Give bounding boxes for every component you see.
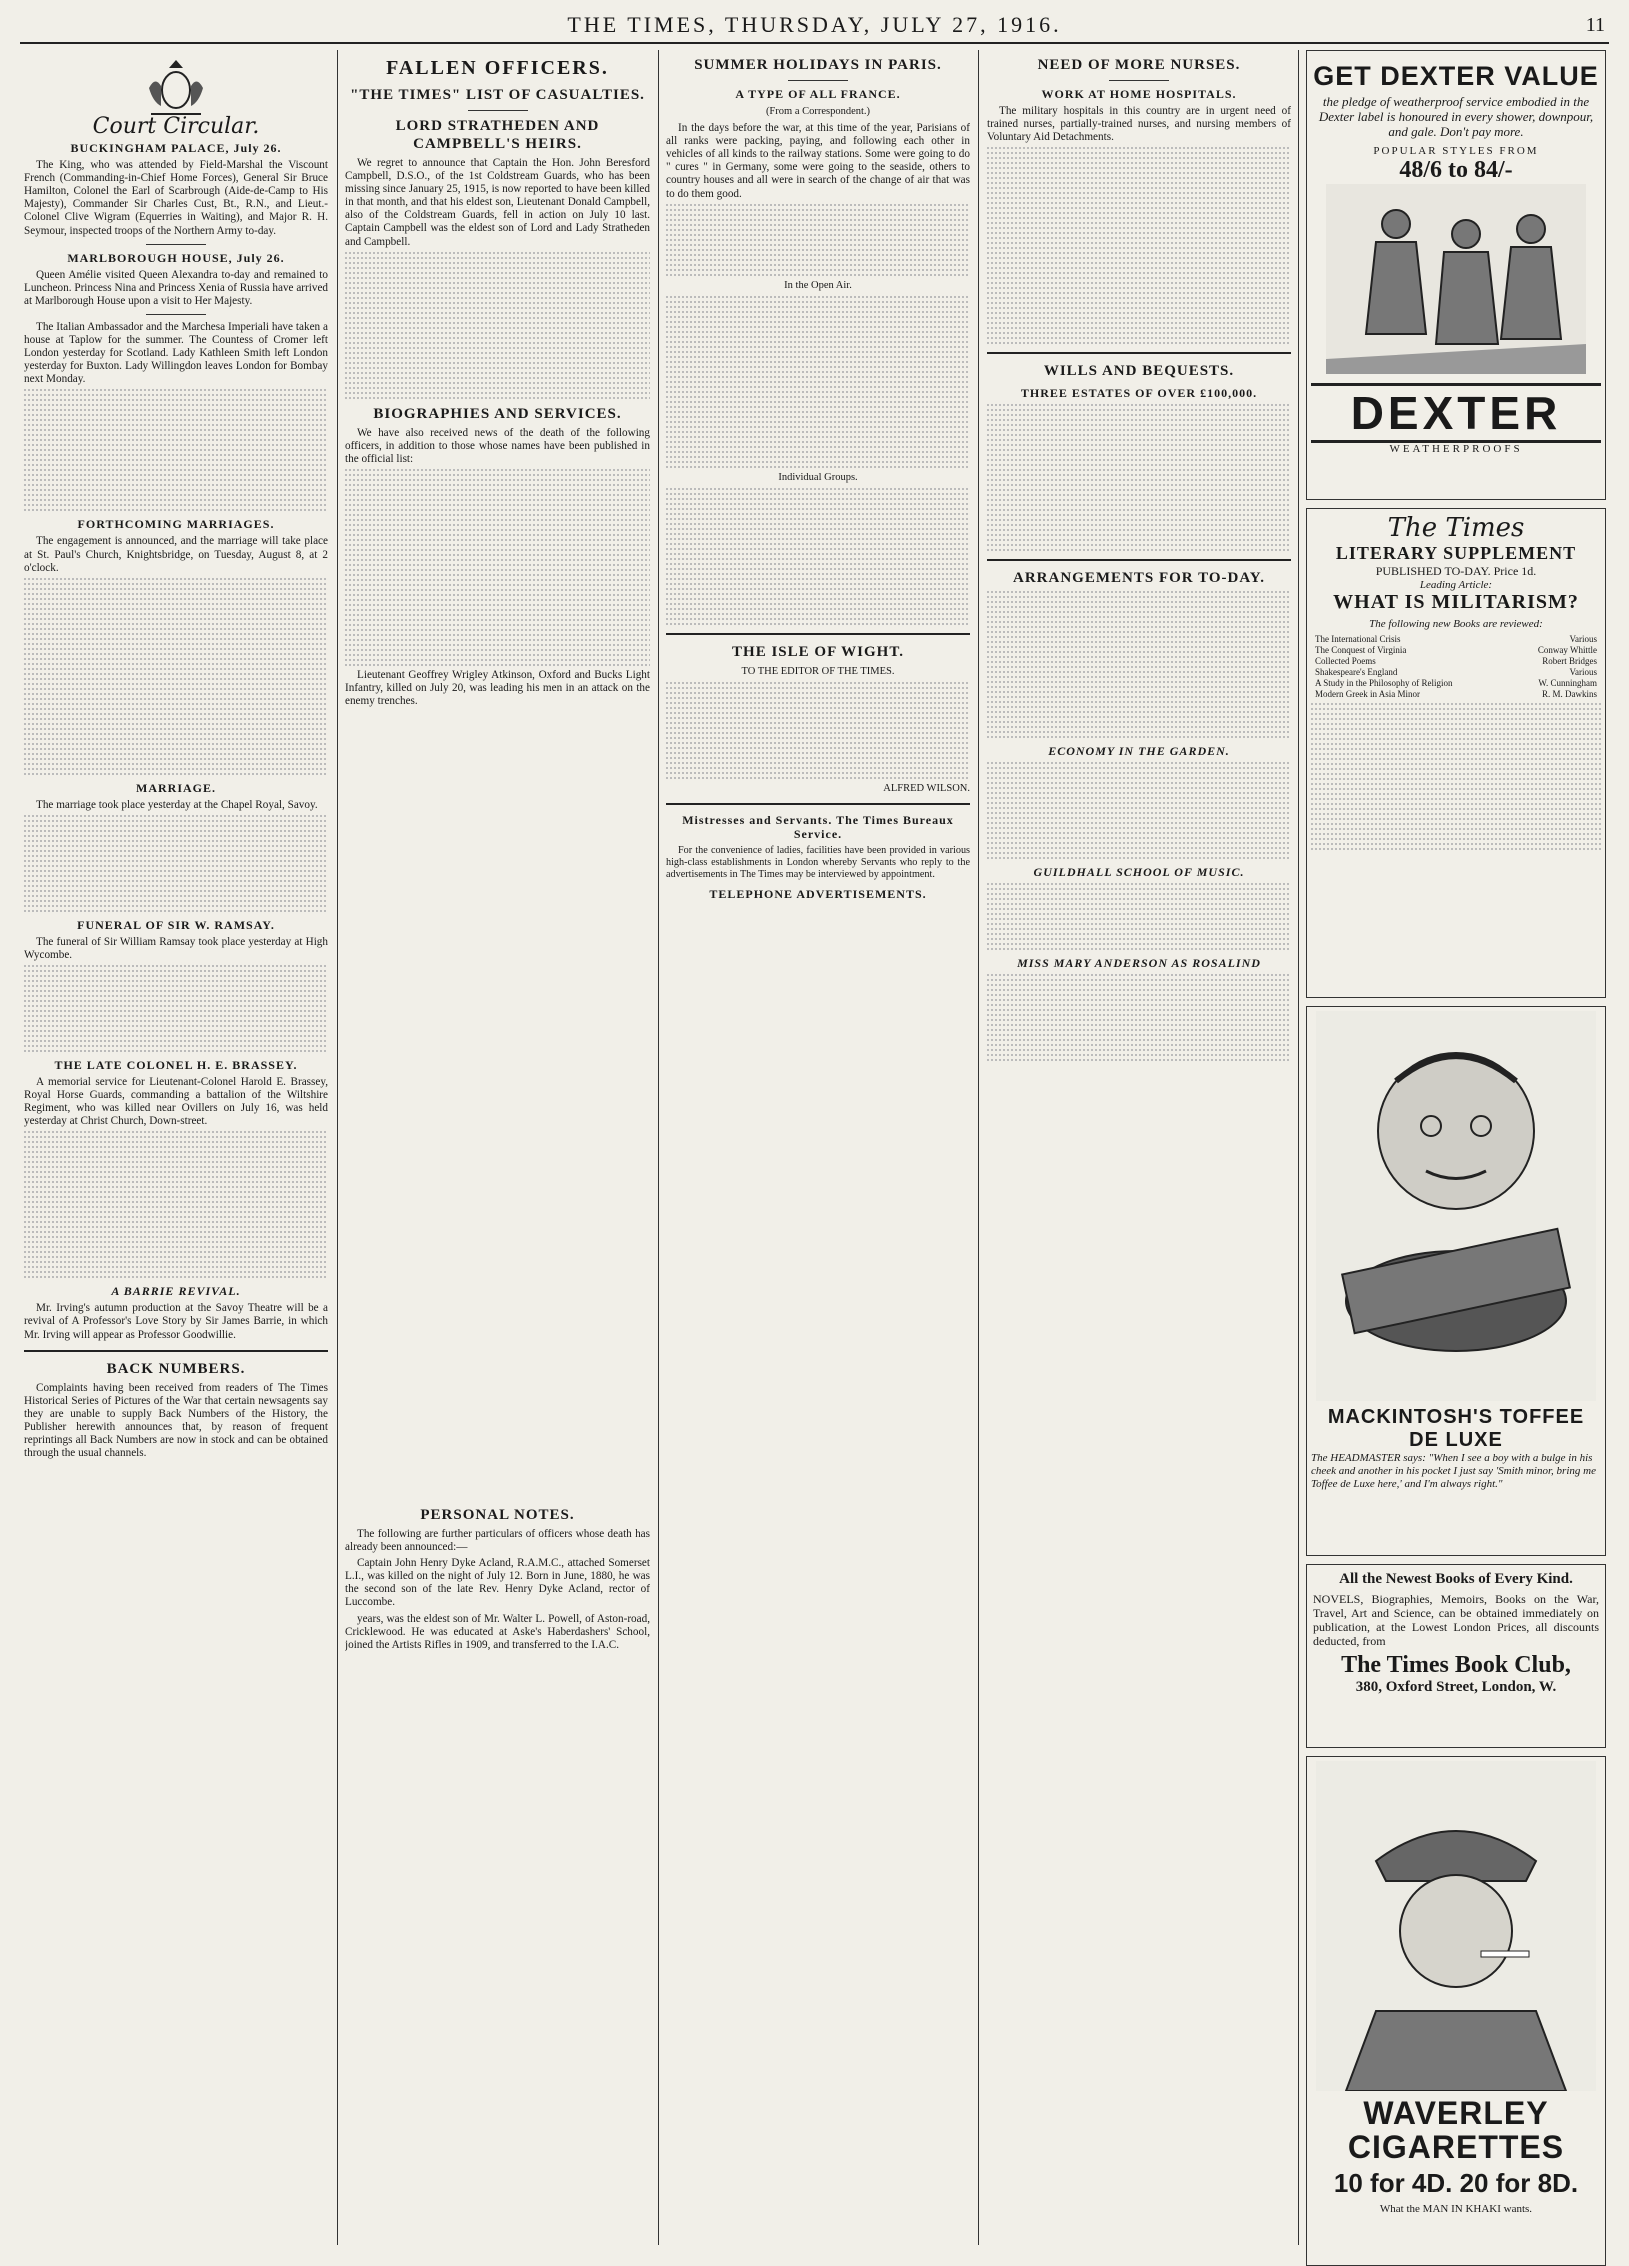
column-rule — [337, 50, 338, 2245]
fallen-officers-heading: FALLEN OFFICERS. — [386, 57, 609, 79]
waverley-tagline: What the MAN IN KHAKI wants. — [1379, 2203, 1533, 2215]
bureau-body: For the convenience of ladies, facilities have been provided in various high-class establishments in London whereby Servants who reply to the advertisements in The Times may be interviewed by appointment. — [666, 845, 970, 881]
bookclub-body: NOVELS, Biographies, Memoirs, Books on the War, Travel, Art and Science, can be obtained immediately on publication, at the Lowest London Prices, all discounts deducted, from — [1313, 1592, 1599, 1648]
page-title: THE TIMES, THURSDAY, JULY 27, 1916. — [567, 12, 1062, 37]
dexter-logo: DEXTER — [1311, 383, 1601, 443]
section-heading: NEED OF MORE NURSES. — [1037, 57, 1241, 73]
section-heading: WILLS AND BEQUESTS. — [1043, 363, 1235, 380]
section-body: The engagement is announced, and the marriage will take place at St. Paul's Church, Knightsbridge, on Tuesday, August 8, at 2 o'clock. — [24, 535, 328, 574]
section-body: A memorial service for Lieutenant-Colonel Harold E. Brassey, Royal Horse Guards, commanding a battalion of the Wiltshire Regiment, who was killed near Ovillers on July 16, was held yesterday at Christ Church, Down-street. — [24, 1075, 328, 1128]
dexter-text: the pledge of weatherproof service embodied in the Dexter label is honoured in every shower, downpour, and gale. Don't pay more. — [1318, 94, 1594, 139]
column-personal-notes-block — [345, 1500, 650, 2245]
book-list — [1311, 634, 1601, 700]
list-item: Modern Greek in Asia Minor R. M. Dawkins — [1315, 689, 1597, 699]
column-rule — [658, 50, 659, 2245]
list-item: A Study in the Philosophy of Religion W. Cunningham — [1315, 678, 1597, 688]
section-heading: BIOGRAPHIES AND SERVICES. — [373, 405, 622, 422]
section-heading: ARRANGEMENTS FOR TO-DAY. — [1013, 570, 1265, 587]
section-body: The funeral of Sir William Ramsay took place yesterday at High Wycombe. — [24, 935, 328, 961]
list-item: Collected Poems Robert Bridges — [1315, 656, 1597, 666]
section-body: Complaints having been received from readers of The Times Historical Series of Pictures of the War that certain newsagents say they are unable to supply Back Numbers of the History, the Publisher herewith announces that, by reason of frequent reprintings all Back Numbers are now in stock and can be obtained through the usual channels. — [24, 1381, 328, 1460]
lit-leading-label: Leading Article: — [1419, 579, 1493, 591]
lit-leading-article: WHAT IS MILITARISM? — [1333, 591, 1579, 613]
section-heading: PERSONAL NOTES. — [420, 1507, 575, 1523]
divider — [146, 244, 206, 245]
literary-supplement-ad — [1306, 508, 1606, 998]
book-club-ad — [1306, 1564, 1606, 1748]
bookclub-headline: All the Newest Books of Every Kind. — [1339, 1571, 1573, 1587]
section-body: In the days before the war, at this time of the year, Parisians of all ranks were packing, paying, and following each other in vehicles of all kinds to the railway stations. Some were going to do " cures " in Germany, some were going to the seaside, others to country houses and all were in search of the change of air that was to do them good. — [666, 122, 970, 200]
section-heading: WORK AT HOME HOSPITALS. — [1041, 87, 1237, 101]
dexter-price: 48/6 to 84/- — [1399, 157, 1513, 183]
list-item: The Conquest of Virginia Conway Whittle — [1315, 645, 1597, 655]
section-heading: ECONOMY IN THE GARDEN. — [1048, 744, 1230, 759]
section-heading: BACK NUMBERS. — [106, 1360, 246, 1377]
section-heading: GUILDHALL SCHOOL OF MUSIC. — [1033, 865, 1245, 880]
section-body: We have also received news of the death of the following officers, in addition to those whose names have been published in the official list: — [345, 426, 650, 465]
soldier-smoking-illustration-icon — [1316, 1761, 1596, 2091]
section-heading: FUNERAL OF SIR W. RAMSAY. — [77, 917, 275, 932]
mackintosh-caption: The HEADMASTER says: "When I see a boy with a bulge in his cheek and another in his pocket I just say 'Smith minor, bring me Toffee de Luxe here,' and I'm always right." — [1311, 1452, 1596, 1490]
byline: (From a Correspondent.) — [765, 106, 871, 117]
section-heading: SUMMER HOLIDAYS IN PARIS. — [694, 57, 942, 73]
subheading: Individual Groups. — [778, 471, 858, 483]
lit-supplement-title: LITERARY SUPPLEMENT — [1335, 543, 1577, 563]
section-body: The Italian Ambassador and the Marchesa Imperiali have taken a house at Taplow for the summer. The Countess of Cromer left London yesterday for Scotland. Lady Kathleen Smith left London yesterday for Buxton. Lady Willingdon leaves London for Bombay next Monday. — [24, 320, 328, 386]
section-body: The marriage took place yesterday at the Chapel Royal, Savoy. — [36, 798, 318, 811]
column-rule — [1298, 50, 1299, 2245]
section-body: Captain John Henry Dyke Acland, R.A.M.C., attached Somerset L.I., was killed on the night of July 12. Born in June, 1880, he was the second son of the late Rev. Henry Dyke Acland, rector of Luccombe. — [345, 1557, 650, 1609]
column-rule — [978, 50, 979, 2245]
casualties-subheading: "THE TIMES" LIST OF CASUALTIES. — [350, 87, 645, 103]
bookclub-address: 380, Oxford Street, London, W. — [1355, 1679, 1557, 1695]
column-need-of-nurses — [987, 50, 1291, 2245]
section-body: Lieutenant Geoffrey Wrigley Atkinson, Oxford and Bucks Light Infantry, killed on July 20, was leading his men in an attack on the enemy trenches. — [345, 668, 650, 708]
dexter-headline: GET DEXTER VALUE — [1313, 61, 1599, 91]
section-body: Mr. Irving's autumn production at the Savoy Theatre will be a revival of A Professor's Love Story by Sir James Barrie, in which Mr. Irving will appear as Professor Goodwillie. — [24, 1302, 328, 1341]
dexter-ad — [1306, 50, 1606, 500]
divider — [24, 1350, 328, 1352]
column-summer-holidays — [666, 50, 970, 2245]
section-body: years, was the eldest son of Mr. Walter L. Powell, of Aston-road, Cricklewood. He was educated at Aske's Haberdashers' School, joined the Artists Rifles in 1909, and transferred to the I.A.C. — [345, 1612, 650, 1651]
subheading: In the Open Air. — [784, 279, 852, 291]
bookclub-name: The Times Book Club, — [1341, 1652, 1571, 1678]
waverley-price: 10 for 4D. 20 for 8D. — [1333, 2168, 1579, 2198]
section-body: We regret to announce that Captain the Hon. John Beresford Campbell, D.S.O., of the 1st Coldstream Guards, who has been missing since January 25, 1915, is now reported to have been killed in that month, and that his eldest son, Lieutenant Donald Campbell, also of the Coldstream Guards, fell in action on July 10 last. Captain Campbell was the eldest son of Lord and Lady Stratheden and Campbell. — [345, 157, 650, 248]
section-heading: FORTHCOMING MARRIAGES. — [77, 517, 275, 532]
section-heading: MARRIAGE. — [136, 780, 216, 795]
bureau-heading: Mistresses and Servants. The Times Bureaux Service. — [682, 813, 954, 842]
lit-times-title: The Times — [1387, 513, 1525, 543]
advert-column — [1306, 50, 1606, 2245]
section-heading: THE LATE COLONEL H. E. BRASSEY. — [54, 1057, 298, 1072]
mackintosh-brand: MACKINTOSH'S TOFFEE DE LUXE — [1327, 1406, 1585, 1451]
section-intro: The following are further particulars of officers whose death has already been announced:— — [345, 1528, 650, 1554]
waverley-ad — [1306, 1756, 1606, 2266]
column-court-circular — [24, 50, 328, 2245]
court-circular-heading: Court Circular. — [92, 114, 260, 139]
letter-signature: ALFRED WILSON. — [883, 782, 970, 794]
section-body: The military hospitals in this country are in urgent need of trained nurses, partially-trained nurses, and nursing members of Voluntary Aid Detachments. — [987, 105, 1291, 144]
section-heading: THREE ESTATES OF OVER £100,000. — [1020, 386, 1258, 401]
section-heading: BUCKINGHAM PALACE, July 26. — [70, 141, 282, 156]
section-body: The King, who was attended by Field-Marshal the Viscount French (Commanding-in-Chief Home Forces), General Sir Bruce Hamilton, Colonel the Earl of Scarbrough (Aide-de-Camp to His Majesty), Commander Sir Charles Cust, Bt., R.N., and Lieut.-Colonel Clive Wigram (Equerries in Waiting), and Major R. H. Seymour, inspected troops of the Northern Army to-day. — [24, 159, 328, 237]
soldiers-illustration-icon — [1326, 184, 1586, 374]
section-heading: MARLBOROUGH HOUSE, July 26. — [67, 250, 285, 265]
royal-crest-icon — [141, 58, 211, 118]
telephone-ads-heading: TELEPHONE ADVERTISEMENTS. — [709, 887, 927, 902]
letter-to: TO THE EDITOR OF THE TIMES. — [741, 665, 895, 677]
lit-list-intro: The following new Books are reviewed: — [1369, 618, 1543, 630]
divider — [146, 314, 206, 315]
section-heading: A BARRIE REVIVAL. — [111, 1284, 241, 1299]
list-item: The International Crisis Various — [1315, 634, 1597, 644]
mackintosh-ad — [1306, 1006, 1606, 1556]
section-heading: THE ISLE OF WIGHT. — [732, 643, 904, 660]
dexter-price-label: POPULAR STYLES FROM — [1373, 145, 1539, 157]
section-heading: LORD STRATHEDEN AND CAMPBELL'S HEIRS. — [395, 118, 600, 152]
list-item: Shakespeare's England Various — [1315, 667, 1597, 677]
headmaster-toffee-illustration-icon — [1316, 1011, 1596, 1401]
section-body: Queen Amélie visited Queen Alexandra to-day and remained to Luncheon. Princess Nina and Princess Xenia of Russia have arrived at Marlborough House upon a visit to Her Majesty. — [24, 268, 328, 307]
section-heading: MISS MARY ANDERSON AS ROSALIND — [1017, 956, 1261, 971]
page-number: 11 — [1585, 14, 1605, 36]
dexter-tagline: WEATHERPROOFS — [1389, 443, 1523, 455]
masthead — [20, 8, 1609, 44]
waverley-brand: WAVERLEY CIGARETTES — [1347, 2095, 1565, 2165]
section-heading: A TYPE OF ALL FRANCE. — [735, 87, 901, 101]
lit-published: PUBLISHED TO-DAY. Price 1d. — [1375, 564, 1537, 578]
